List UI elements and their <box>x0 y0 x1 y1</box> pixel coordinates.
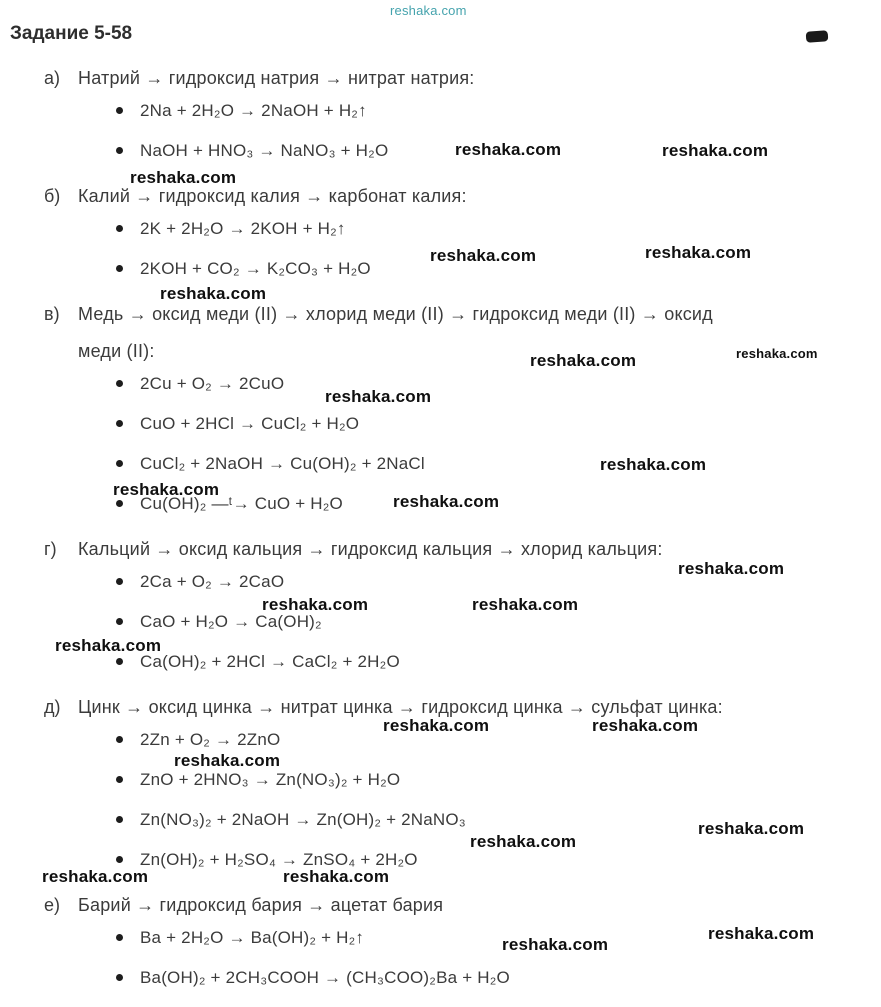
equation: NaOH + HNO₃ → NaNO₃ + H₂O <box>140 138 881 163</box>
watermark-reshaka: reshaka.com <box>662 141 769 160</box>
watermark-reshaka: reshaka.com <box>502 935 609 954</box>
watermark-reshaka: reshaka.com <box>262 595 369 614</box>
task-6 <box>44 887 881 990</box>
watermark-reshaka: reshaka.com <box>430 246 537 265</box>
equation-list <box>140 925 881 990</box>
watermark-reshaka: reshaka.com <box>383 716 490 735</box>
task-description: Кальций → оксид кальция → гидроксид кальция → хлорид кальция: <box>78 539 663 559</box>
watermark-reshaka: reshaka.com <box>600 455 707 474</box>
task-label: е) <box>44 895 61 915</box>
watermark-reshaka: reshaka.com <box>736 346 818 361</box>
task-label: д) <box>44 697 61 717</box>
page-title: Задание 5-58 <box>10 23 133 44</box>
watermark-reshaka: reshaka.com <box>390 3 467 18</box>
equation: Ca(OH)₂ + 2HCl → CaCl₂ + 2H₂O <box>140 649 881 674</box>
equation-list <box>140 98 881 163</box>
watermark-reshaka: reshaka.com <box>470 832 577 851</box>
equation: CaO + H₂O → Ca(OH)₂ <box>140 609 881 634</box>
equation-list <box>140 371 881 516</box>
task-label: а) <box>44 68 61 88</box>
watermark-reshaka: reshaka.com <box>130 168 237 187</box>
equation: CuCl₂ + 2NaOH → Cu(OH)₂ + 2NaCl <box>140 451 881 476</box>
watermark-reshaka: reshaka.com <box>455 140 562 159</box>
watermark-reshaka: reshaka.com <box>678 559 785 578</box>
equation-list <box>140 216 881 281</box>
task-label: г) <box>44 539 57 559</box>
watermark-reshaka: reshaka.com <box>325 387 432 406</box>
task-5 <box>44 689 881 872</box>
task-description-line: Медь → оксид меди (II) → хлорид меди (II) → гидроксид меди (II) → оксид <box>78 304 713 324</box>
task-description: Калий → гидроксид калия → карбонат калия: <box>78 186 467 206</box>
task-description <box>78 296 878 370</box>
watermark-reshaka: reshaka.com <box>55 636 162 655</box>
watermark-reshaka: reshaka.com <box>113 480 220 499</box>
watermark-reshaka: reshaka.com <box>708 924 815 943</box>
task-label: в) <box>44 304 60 324</box>
equation-list <box>140 727 881 872</box>
watermark-reshaka: reshaka.com <box>160 284 267 303</box>
task-4 <box>44 531 881 674</box>
watermark-reshaka: reshaka.com <box>283 867 390 886</box>
equation: Zn(OH)₂ + H₂SO₄ → ZnSO₄ + 2H₂O <box>140 847 881 872</box>
task-description-line: меди (II): <box>78 341 155 361</box>
equation: CuO + 2HCl → CuCl₂ + H₂O <box>140 411 881 436</box>
equation: 2Zn + O₂ → 2ZnO <box>140 727 881 752</box>
watermark-reshaka: reshaka.com <box>472 595 579 614</box>
watermark-reshaka: reshaka.com <box>698 819 805 838</box>
ink-mark <box>806 30 829 43</box>
equation: Ba(OH)₂ + 2CH₃COOH → (CH₃COO)₂Ba + H₂O <box>140 965 881 990</box>
equation: 2Na + 2H₂O → 2NaOH + H₂↑ <box>140 98 881 123</box>
equation-list <box>140 569 881 674</box>
watermark-reshaka: reshaka.com <box>645 243 752 262</box>
equation: Zn(NO₃)₂ + 2NaOH → Zn(OH)₂ + 2NaNO₃ <box>140 807 881 832</box>
equation: ZnO + 2HNO₃ → Zn(NO₃)₂ + H₂O <box>140 767 881 792</box>
equation: 2Cu + O₂ → 2CuO <box>140 371 881 396</box>
equation: 2KOH + CO₂ → K₂CO₃ + H₂O <box>140 256 881 281</box>
watermark-reshaka: reshaka.com <box>530 351 637 370</box>
equation: Cu(OH)₂ —ᵗ→ CuO + H₂O <box>140 491 881 516</box>
task-1 <box>44 60 881 163</box>
task-label: б) <box>44 186 61 206</box>
watermark-reshaka: reshaka.com <box>592 716 699 735</box>
task-description: Цинк → оксид цинка → нитрат цинка → гидроксид цинка → сульфат цинка: <box>78 697 723 717</box>
watermark-reshaka: reshaka.com <box>174 751 281 770</box>
equation: 2Ca + O₂ → 2CaO <box>140 569 881 594</box>
watermark-reshaka: reshaka.com <box>42 867 149 886</box>
task-description: Барий → гидроксид бария → ацетат бария <box>78 895 444 915</box>
task-3 <box>44 296 881 516</box>
watermark-reshaka: reshaka.com <box>393 492 500 511</box>
task-description: Натрий → гидроксид натрия → нитрат натрия: <box>78 68 475 88</box>
equation: Ba + 2H₂O → Ba(OH)₂ + H₂↑ <box>140 925 881 950</box>
equation: 2K + 2H₂O → 2KOH + H₂↑ <box>140 216 881 241</box>
task-2 <box>44 178 881 281</box>
